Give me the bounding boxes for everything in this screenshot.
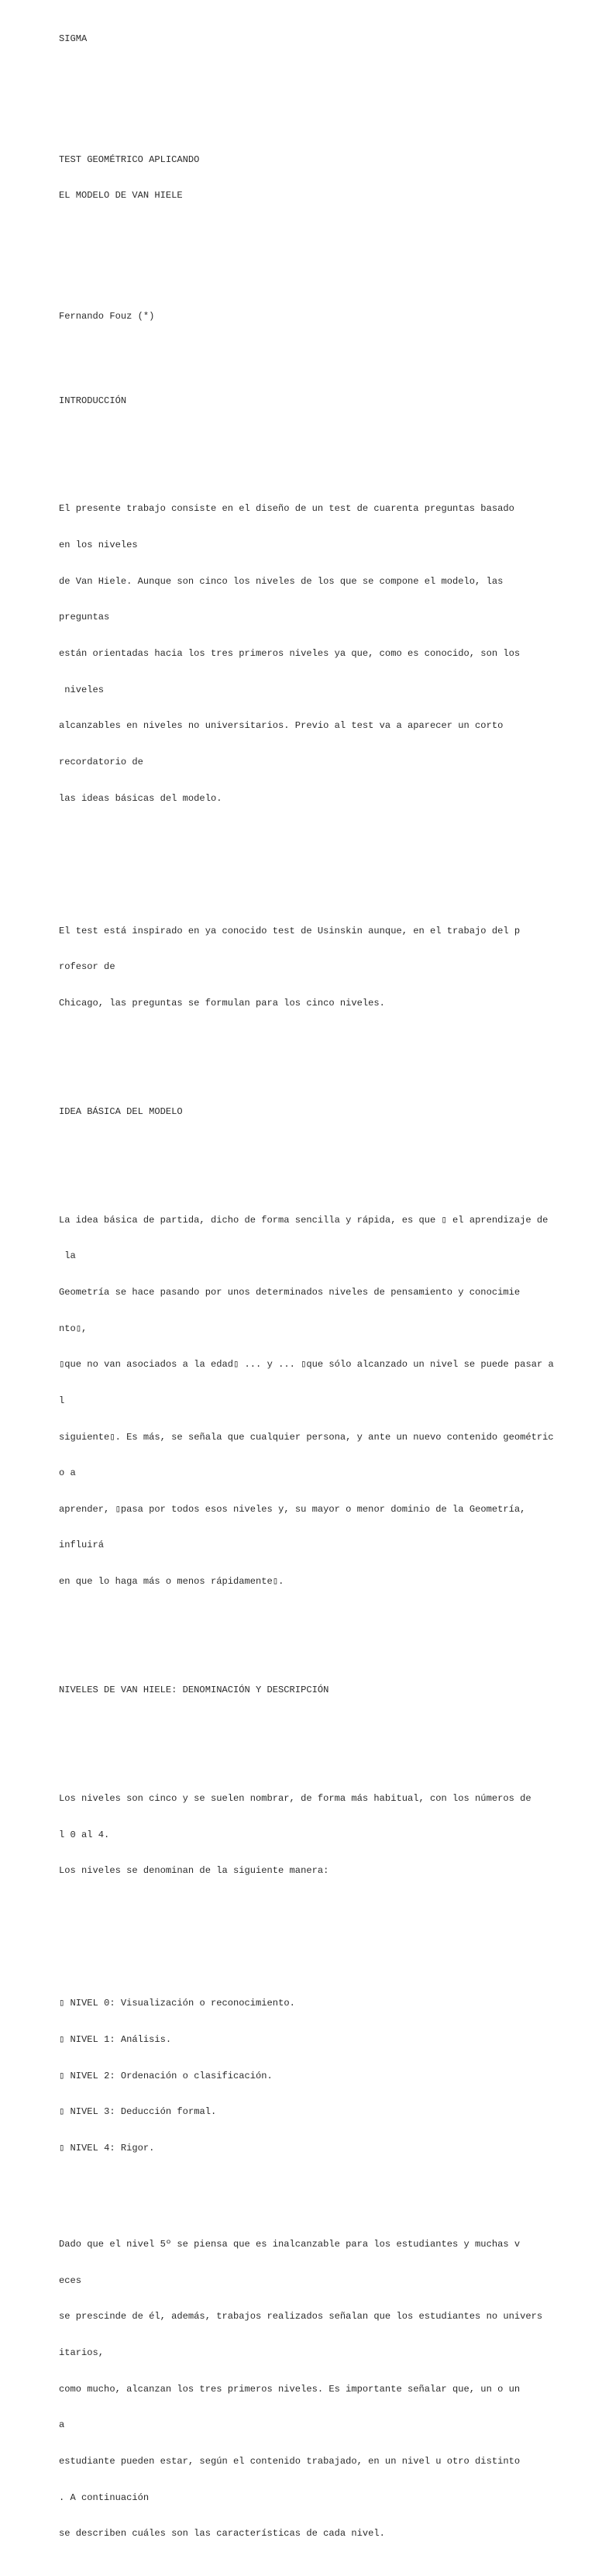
paragraph-line: a — [59, 2419, 65, 2431]
paragraph-line: . A continuación — [59, 2492, 150, 2503]
spacer — [59, 853, 570, 865]
list-item: ▯ NIVEL 3: Deducción formal. — [59, 2106, 217, 2118]
spacer — [59, 70, 570, 82]
paragraph-line: se describen cuáles son las características de cada nivel. — [59, 2528, 385, 2540]
paragraph-line: en que lo haga más o menos rápidamente▯. — [59, 1576, 284, 1588]
paragraph-line: eces — [59, 2274, 82, 2286]
paragraph-line: en los niveles — [59, 540, 138, 551]
paragraph-line: recordatorio de — [59, 756, 143, 767]
spacer — [59, 1142, 570, 1154]
document-page — [59, 9, 570, 2576]
paragraph-line: estudiante pueden estar, según el contenido trabajado, en un nivel u otro distinto — [59, 2456, 521, 2467]
paragraph-line: Geometría se hace pasando por unos determinados niveles de pensamiento y conocimie — [59, 1286, 521, 1298]
paragraph-line: las ideas básicas del modelo. — [59, 792, 222, 804]
spacer — [59, 431, 570, 443]
list-item: ▯ NIVEL 2: Ordenación o clasificación. — [59, 2070, 273, 2081]
paragraph-line: Dado que el nivel 5º se piensa que es inalcanzable para los estudiantes y muchas v — [59, 2239, 521, 2250]
paragraph-line: El test está inspirado en ya conocido test de Usinskin aunque, en el trabajo del p — [59, 925, 521, 936]
paragraph-line: La idea básica de partida, dicho de forma sencilla y rápida, es que ▯ el aprendizaje de — [59, 1214, 549, 1226]
section-heading: NIVELES DE VAN HIELE: DENOMINACIÓN Y DESCRIPCIÓN — [59, 1685, 329, 1696]
paragraph-line: itarios, — [59, 2347, 105, 2359]
spacer — [59, 226, 570, 239]
section-heading: INTRODUCCIÓN — [59, 395, 127, 406]
paragraph — [59, 479, 570, 829]
paragraph-line: como mucho, alcanzan los tres primeros niveles. Es importante señalar que, un o un — [59, 2383, 521, 2395]
paragraph — [59, 1191, 570, 1612]
levels-list — [59, 1974, 570, 2178]
spacer — [59, 262, 570, 274]
spacer — [59, 347, 570, 359]
paragraph-line: l 0 al 4. — [59, 1829, 110, 1840]
title-line: EL MODELO DE VAN HIELE — [59, 190, 183, 202]
paragraph — [59, 2215, 570, 2564]
paragraph-line: Los niveles se denominan de la siguiente manera: — [59, 1865, 329, 1877]
spacer — [59, 1058, 570, 1071]
paragraph-line: El presente trabajo consiste en el diseño de un test de cuarenta preguntas basado — [59, 503, 514, 515]
paragraph-line: alcanzables en niveles no universitarios. Previo al test va a aparecer un corto — [59, 720, 504, 732]
list-item: ▯ NIVEL 1: Análisis. — [59, 2033, 172, 2045]
title-line: TEST GEOMÉTRICO APLICANDO — [59, 153, 200, 165]
paragraph-line: siguiente▯. Es más, se señala que cualquier persona, y ante un nuevo contenido geométric — [59, 1431, 554, 1443]
paragraph-line: aprender, ▯pasa por todos esos niveles y, su mayor o menor dominio de la Geometría, — [59, 1503, 526, 1515]
paragraph-line: influirá — [59, 1540, 105, 1551]
list-item: ▯ NIVEL 4: Rigor. — [59, 2142, 155, 2154]
paragraph-line: se prescinde de él, además, trabajos realizados señalan que los estudiantes no univers — [59, 2311, 543, 2323]
paragraph-line: rofesor de — [59, 961, 115, 973]
spacer — [59, 105, 570, 118]
spacer — [59, 1926, 570, 1938]
document-header: SIGMA — [59, 33, 88, 45]
spacer — [59, 1636, 570, 1649]
paragraph-line: o a — [59, 1467, 76, 1479]
paragraph-line: preguntas — [59, 612, 110, 623]
paragraph-line: Los niveles son cinco y se suelen nombrar, de forma más habitual, con los números de — [59, 1792, 531, 1804]
paragraph-line: están orientadas hacia los tres primeros niveles ya que, como es conocido, son los — [59, 647, 521, 659]
paragraph-line: Chicago, las preguntas se formulan para los cinco niveles. — [59, 997, 385, 1009]
paragraph-line: de Van Hiele. Aunque son cinco los niveles de los que se compone el modelo, las — [59, 575, 504, 587]
paragraph — [59, 1769, 570, 1902]
list-item: ▯ NIVEL 0: Visualización o reconocimiento. — [59, 1998, 295, 2009]
paragraph-line: la — [59, 1250, 76, 1262]
spacer — [59, 1721, 570, 1733]
paragraph-line: niveles — [59, 684, 105, 695]
paragraph-line: nto▯, — [59, 1322, 88, 1334]
paragraph-line: ▯que no van asociados a la edad▯ ... y ... ▯que sólo alcanzado un nivel se puede pasar a — [59, 1359, 554, 1371]
paragraph — [59, 901, 570, 1033]
section-heading: IDEA BÁSICA DEL MODELO — [59, 1105, 183, 1117]
paragraph-line: l — [59, 1395, 65, 1406]
author: Fernando Fouz (*) — [59, 310, 155, 322]
